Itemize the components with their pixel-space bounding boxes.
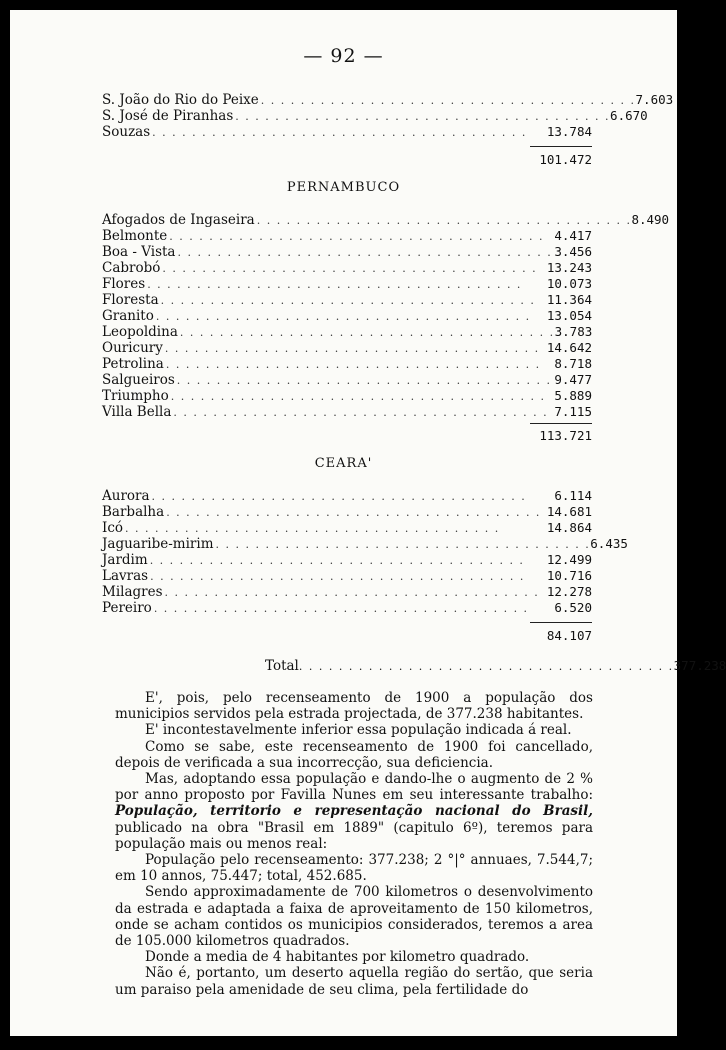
leader-dots: . . . . . . . . . . . . . . . . . . . . . . . . . . . . . . . . . . . . . . [125,522,500,535]
municipality-name: Souzas [102,124,151,140]
pernambuco-subtotal: 113.721 [539,428,592,443]
population-value: 8.718 [554,356,592,371]
municipality-name: Barbalha [102,504,165,520]
paragraph-part: Mas, adoptando essa população e dando-lhe o augmento de 2 % por anno proposto por Favilla Nunes em seu interessante trabalho: [115,771,593,804]
list-item [102,536,628,552]
leader-dots: . . . . . . . . . . . . . . . . . . . . . . . . . . . . . . . . . . . . . . [160,294,536,307]
municipality-name: S. João do Rio do Peixe [102,92,259,108]
list-item [102,324,592,340]
page-number: — 92 — [303,45,384,67]
municipality-name: Belmonte [102,228,168,244]
municipality-name: Flores [102,276,146,292]
list-item [102,124,592,140]
paragraph: Como se sabe, este recenseamento de 1900 foi cancellado, depois de verificada a sua incorrecção, sua deficiencia. [115,738,593,771]
population-value: 5.889 [554,388,592,403]
paragraph: População pelo recenseamento: 377.238; 2 °|° annuaes, 7.544,7; em 10 annos, 75.447; total, 452.685. [115,852,593,885]
population-value: 14.642 [546,340,592,355]
population-value: 11.364 [546,292,592,307]
paragraph: E', pois, pelo recenseamento de 1900 a população dos municipios servidos pela estrada projectada, de 377.238 habitantes. [115,690,593,723]
sum-rule [530,423,592,424]
municipality-name: Jaguaribe-mirim [102,536,214,552]
municipality-name: Cabrobó [102,260,161,276]
municipality-name: Icó [102,520,124,536]
list-item [102,212,670,228]
paragraph: E' incontestavelmente inferior essa população indicada á real. [145,722,572,739]
municipality-name: Ouricury [102,340,163,356]
population-value: 6.520 [554,600,592,615]
list-item [102,308,592,324]
body-text [115,690,593,998]
list-item [102,228,592,244]
leader-dots: . . . . . . . . . . . . . . . . . . . . . . . . . . . . . . . . . . . . . . [215,538,591,551]
leader-dots: . . . . . . . . . . . . . . . . . . . . . . . . . . . . . . . . . . . . . . [177,246,553,259]
list-item [102,340,592,356]
list-item [102,244,592,260]
ceara-subtotal: 84.107 [546,628,592,643]
leader-dots: . . . . . . . . . . . . . . . . . . . . . . . . . . . . . . . . . . . . . . [162,262,538,275]
municipality-name: Milagres [102,584,163,600]
leader-dots: . . . . . . . . . . . . . . . . . . . . . . . . . . . . . . . . . . . . . . [152,126,527,139]
leader-dots: . . . . . . . . . . . . . . . . . . . . . . . . . . . . . . . . . . . . . . [165,358,541,371]
leader-dots: . . . . . . . . . . . . . . . . . . . . . . . . . . . . . . . . . . . . . . [164,586,540,599]
population-value: 9.477 [554,372,592,387]
paragraph [115,771,593,852]
municipality-name: Afogados de Ingaseira [102,212,255,228]
leader-dots: . . . . . . . . . . . . . . . . . . . . . . . . . . . . . . . . . . . . . . [155,310,531,323]
municipality-name: Leopoldina [102,324,178,340]
list-item [102,292,592,308]
pernambuco-heading: PERNAMBUCO [286,180,401,195]
population-value: 7.115 [554,404,592,419]
list-item [102,552,592,568]
book-page [10,10,726,1036]
leader-dots: . . . . . . . . . . . . . . . . . . . . . . . . . . . . . . . . . . . . . . [256,214,632,227]
population-value: 13.243 [546,260,592,275]
population-value: 13.054 [546,308,592,323]
leader-dots: . . . . . . . . . . . . . . . . . . . . . . . . . . . . . . . . . . . . . . [260,94,636,107]
population-value: 6.114 [554,488,592,503]
leader-dots: . . . . . . . . . . . . . . . . . . . . . . . . . . . . . . . . . . . . . . [235,110,611,123]
population-value: 3.456 [554,244,592,259]
list-item [102,584,592,600]
population-value: 13.784 [546,124,592,139]
leader-dots: . . . . . . . . . . . . . . . . . . . . . . . . . . . . . . . . . . . . . . [166,506,541,519]
list-item [102,372,592,388]
leader-dots: . . . . . . . . . . . . . . . . . . . . . . . . . . . . . . . . . . . . . . [176,374,552,387]
list-item [102,520,592,536]
leader-dots: . . . . . . . . . . . . . . . . . . . . . . . . . . . . . . . . . . . . . . [169,230,545,243]
population-value: 10.073 [546,276,592,291]
paragraph: Não é, portanto, um deserto aquella região do sertão, que seria um paraiso pela amenidade de seu clima, pela fertilidade do [115,965,593,998]
leader-dots: . . . . . . . . . . . . . . . . . . . . . . . . . . . . . . . . . . . . . . [179,326,555,339]
sum-rule [530,146,592,147]
municipality-name: Jardim [102,552,148,568]
total-label: Total [265,658,299,674]
population-value: 7.603 [635,92,674,107]
list-item [102,260,592,276]
population-value: 12.499 [546,552,592,567]
population-value: 14.864 [546,520,592,535]
municipality-name: Boa - Vista [102,244,176,260]
ceara-heading: CEARA' [314,456,373,471]
municipality-name: S. José de Piranhas [102,108,234,124]
leader-dots: . . . . . . . . . . . . . . . . . . . . . . . . . . . . . . . . . . . . . . [170,390,546,403]
municipality-name: Floresta [102,292,159,308]
list-item [102,276,592,292]
leader-dots: . . . . . . . . . . . . . . . . . . . . . . . . . . . . . . . . . . . . . . [151,490,527,503]
population-value: 8.490 [631,212,670,227]
municipality-name: Villa Bella [102,404,172,420]
leader-dots: . . . . . . . . . . . . . . . . . . . . . . . . . . . . . . . . . . . . . . [298,660,674,673]
list-item [102,504,592,520]
population-value: 6.435 [590,536,628,551]
municipality-name: Petrolina [102,356,164,372]
municipality-name: Granito [102,308,154,324]
list-item [102,356,592,372]
leader-dots: . . . . . . . . . . . . . . . . . . . . . . . . . . . . . . . . . . . . . . [164,342,540,355]
population-value: 14.681 [546,504,592,519]
leader-dots: . . . . . . . . . . . . . . . . . . . . . . . . . . . . . . . . . . . . . . [153,602,529,615]
population-value: 6.670 [610,108,648,123]
list-item [102,108,648,124]
paraiba-subtotal: 101.472 [539,152,592,167]
municipality-name: Triumpho [102,388,169,404]
municipality-name: Lavras [102,568,149,584]
list-item [102,600,592,616]
municipality-name: Pereiro [102,600,152,616]
list-item [102,92,674,108]
population-value: 4.417 [554,228,592,243]
paragraph: Donde a media de 4 habitantes por kilometro quadrado. [145,949,530,966]
list-item [102,388,592,404]
sum-rule [530,622,592,623]
leader-dots: . . . . . . . . . . . . . . . . . . . . . . . . . . . . . . . . . . . . . . [149,554,525,567]
list-item [102,488,592,504]
leader-dots: . . . . . . . . . . . . . . . . . . . . . . . . . . . . . . . . . . . . . . [173,406,549,419]
municipality-name: Salgueiros [102,372,175,388]
list-item [102,568,592,584]
book-title: População, territorio e representação nacional do Brasil, [115,803,593,820]
list-item [102,404,592,420]
population-value: 3.783 [554,324,593,339]
paragraph: Sendo approximadamente de 700 kilometros o desenvolvimento da estrada e adaptada a faixa de aproveitamento de 150 kilometros, onde se acham contidos os municipios considerados, teremos a area de 105.000 kilometros quadrados. [115,884,593,950]
municipality-name: Aurora [102,488,150,504]
grand-total-row [265,658,726,674]
leader-dots: . . . . . . . . . . . . . . . . . . . . . . . . . . . . . . . . . . . . . . [147,278,522,291]
total-value: 377.238 [673,658,726,673]
leader-dots: . . . . . . . . . . . . . . . . . . . . . . . . . . . . . . . . . . . . . . [150,570,525,583]
population-value: 10.716 [546,568,592,583]
paragraph-part: publicado na obra "Brasil em 1889" (capitulo 6º), teremos para população mais ou menos real: [115,819,593,852]
population-value: 12.278 [546,584,592,599]
